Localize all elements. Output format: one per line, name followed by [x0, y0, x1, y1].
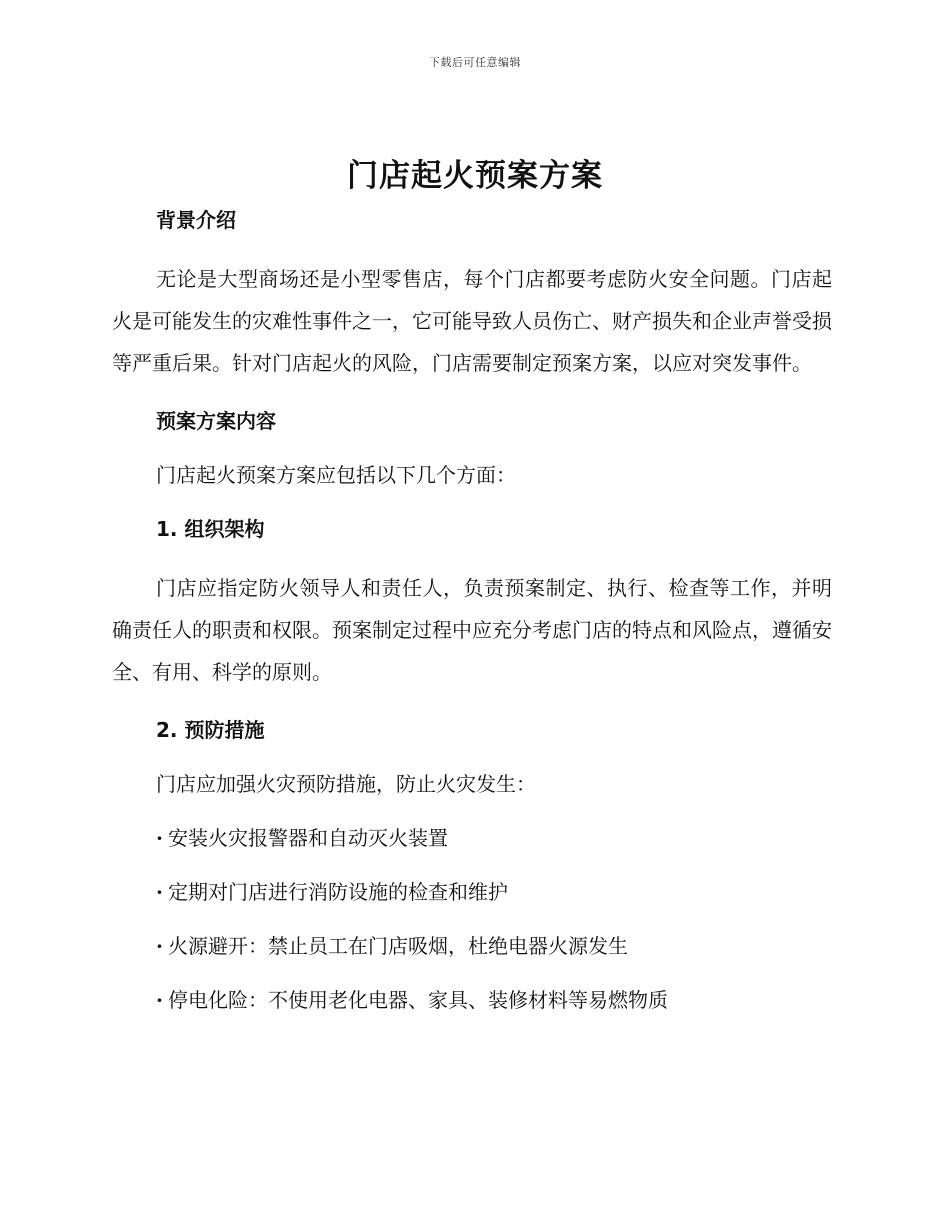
list-item-text: 安装火灾报警器和自动灭火装置 [168, 826, 448, 850]
document-body [112, 204, 832, 1017]
list-item [112, 822, 832, 855]
list-item [112, 876, 832, 909]
list-item-text: 火源避开：禁止员工在门店吸烟，杜绝电器火源发生 [168, 934, 628, 958]
bullet-icon: · [156, 988, 163, 1012]
section1-paragraph: 门店应指定防火领导人和责任人，负责预案制定、执行、检查等工作，并明确责任人的职责和权限。预案制定过程中应充分考虑门店的特点和风险点，遵循安全、有用、科学的原则。 [112, 576, 832, 684]
content-heading: 预案方案内容 [156, 409, 276, 433]
content-intro: 门店起火预案方案应包括以下几个方面： [156, 463, 516, 487]
header-note: 下载后可任意编辑 [429, 56, 521, 69]
section2-intro: 门店应加强火灾预防措施，防止火灾发生： [156, 772, 536, 796]
background-heading: 背景介绍 [156, 208, 236, 232]
document-title: 门店起火预案方案 [347, 158, 603, 194]
bullet-icon: · [156, 826, 163, 850]
bullet-icon: · [156, 880, 163, 904]
list-item-text: 定期对门店进行消防设施的检查和维护 [168, 880, 508, 904]
background-paragraph: 无论是大型商场还是小型零售店，每个门店都要考虑防火安全问题。门店起火是可能发生的灾难性事件之一，它可能导致人员伤亡、财产损失和企业声誉受损等严重后果。针对门店起火的风险，门店需要制定预案方案，以应对突发事件。 [112, 267, 832, 375]
list-item-text: 停电化险：不使用老化电器、家具、装修材料等易燃物质 [168, 988, 668, 1012]
list-item [112, 930, 832, 963]
section1-heading: 1. 组织架构 [156, 517, 265, 541]
list-item [112, 984, 832, 1017]
bullet-icon: · [156, 934, 163, 958]
section2-heading: 2. 预防措施 [156, 718, 265, 742]
